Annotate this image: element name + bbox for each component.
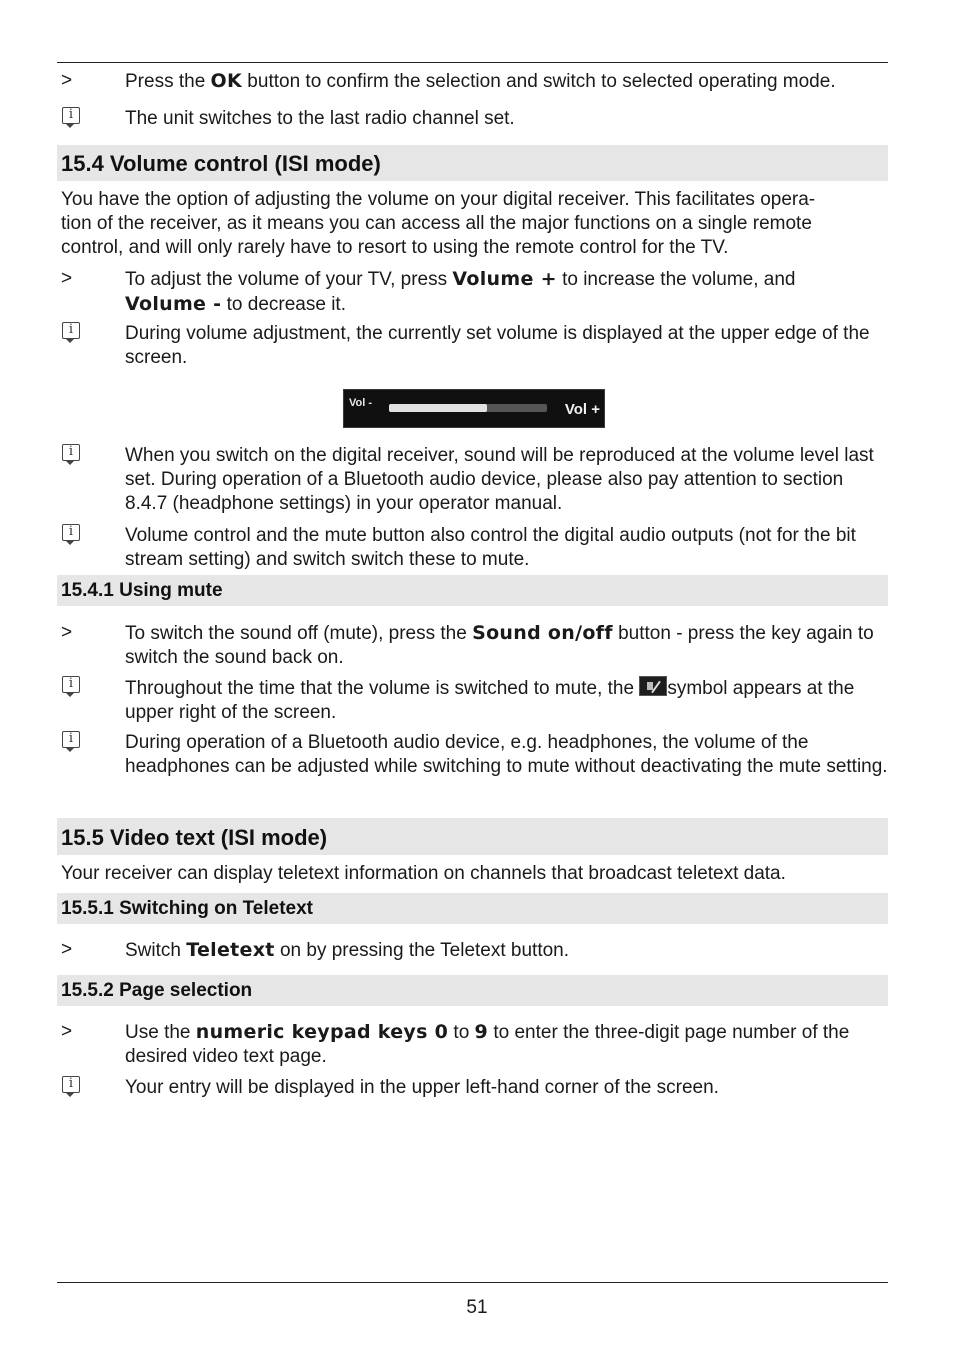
note-text: During operation of a Bluetooth audio device, e.g. headphones, the volume of the headphones can be adjusted while switching to mute without deactivating the mute setting. xyxy=(125,732,888,777)
subsection-heading: 15.5.2 Page selection xyxy=(57,975,888,1006)
item-text: To adjust the volume of your TV, press xyxy=(125,269,453,290)
section-heading: 15.5 Video text (ISI mode) xyxy=(57,818,888,855)
item-text: to enter the three-digit page number of the desired video text page. xyxy=(125,1022,850,1067)
note-text: During volume adjustment, the currently set volume is displayed at the upper edge of the screen. xyxy=(125,323,870,368)
note-text: The unit switches to the last radio channel set. xyxy=(125,108,515,129)
item-text: on by pressing the Teletext button. xyxy=(274,940,570,961)
volume-minus-label: Vol - xyxy=(349,397,373,409)
item-text: button - press the key again to switch the sound back on. xyxy=(125,623,874,668)
item-text: Switch xyxy=(125,940,187,961)
note-item xyxy=(61,676,888,725)
item-text: Press the xyxy=(125,71,211,92)
info-icon: i xyxy=(62,322,80,339)
subsection-heading: 15.4.1 Using mute xyxy=(57,575,888,606)
info-icon: i xyxy=(62,676,80,693)
volume-track xyxy=(389,404,547,412)
note-item xyxy=(61,731,888,779)
paragraph-line: You have the option of adjusting the volume on your digital receiver. This facilitates opera- xyxy=(61,189,816,210)
note-item xyxy=(61,107,888,131)
volume-bar-image xyxy=(343,389,605,428)
volume-fill xyxy=(389,404,487,412)
list-item xyxy=(61,938,888,963)
note-text: Throughout the time that the volume is switched to mute, the xyxy=(125,678,640,699)
key-label: Volume + xyxy=(452,268,557,290)
note-item xyxy=(61,322,888,370)
item-text: to increase the volume, and xyxy=(556,269,796,290)
note-item xyxy=(61,524,888,572)
key-label: Volume - xyxy=(125,293,222,315)
key-label: Teletext xyxy=(186,939,275,961)
mute-icon xyxy=(639,676,667,696)
item-text: button to confirm the selection and switch to selected operating mode. xyxy=(242,71,836,92)
note-text: When you switch on the digital receiver, sound will be reproduced at the volume level last set. During operation of a Bluetooth audio device, please also pay attention to section 8.4.7 (headphone settings) in your operator manual. xyxy=(125,445,874,514)
key-label: numeric keypad keys 0 xyxy=(195,1021,449,1043)
section-heading: 15.4 Volume control (ISI mode) xyxy=(57,145,888,181)
note-text: symbol appears at the upper right of the screen. xyxy=(125,678,855,723)
key-label: 9 xyxy=(474,1021,489,1043)
volume-plus-label: Vol + xyxy=(564,401,600,418)
bullet-marker: > xyxy=(61,622,73,643)
info-icon: i xyxy=(62,524,80,541)
info-icon: i xyxy=(62,1076,80,1093)
note-item xyxy=(61,1076,888,1100)
top-rule xyxy=(57,62,888,63)
item-text: To switch the sound off (mute), press the xyxy=(125,623,473,644)
list-item xyxy=(61,69,888,94)
note-text: Volume control and the mute button also control the digital audio outputs (not for the bit stream setting) and switch switch these to mute. xyxy=(125,525,856,570)
item-text: to decrease it. xyxy=(221,294,346,315)
bullet-marker: > xyxy=(61,70,73,91)
section-paragraph xyxy=(61,188,888,260)
paragraph-line: control, and will only rarely have to resort to using the remote control for the TV. xyxy=(61,237,729,258)
paragraph-line: tion of the receiver, as it means you can access all the major functions on a single remote xyxy=(61,213,812,234)
bullet-marker: > xyxy=(61,939,73,960)
item-text: Use the xyxy=(125,1022,196,1043)
page-number: 51 xyxy=(466,1297,488,1318)
section-paragraph: Your receiver can display teletext information on channels that broadcast teletext data. xyxy=(61,863,786,884)
item-text: to xyxy=(448,1022,475,1043)
bullet-marker: > xyxy=(61,1021,73,1042)
subsection-heading: 15.5.1 Switching on Teletext xyxy=(57,893,888,924)
info-icon: i xyxy=(62,107,80,124)
note-item xyxy=(61,444,888,516)
list-item xyxy=(61,1020,888,1069)
list-item xyxy=(61,267,888,317)
info-icon: i xyxy=(62,731,80,748)
list-item xyxy=(61,621,888,670)
key-label: OK xyxy=(210,70,243,92)
info-icon: i xyxy=(62,444,80,461)
bottom-rule xyxy=(57,1282,888,1283)
key-label: Sound on/off xyxy=(472,622,613,644)
note-text: Your entry will be displayed in the upper left-hand corner of the screen. xyxy=(125,1077,719,1098)
bullet-marker: > xyxy=(61,268,73,289)
